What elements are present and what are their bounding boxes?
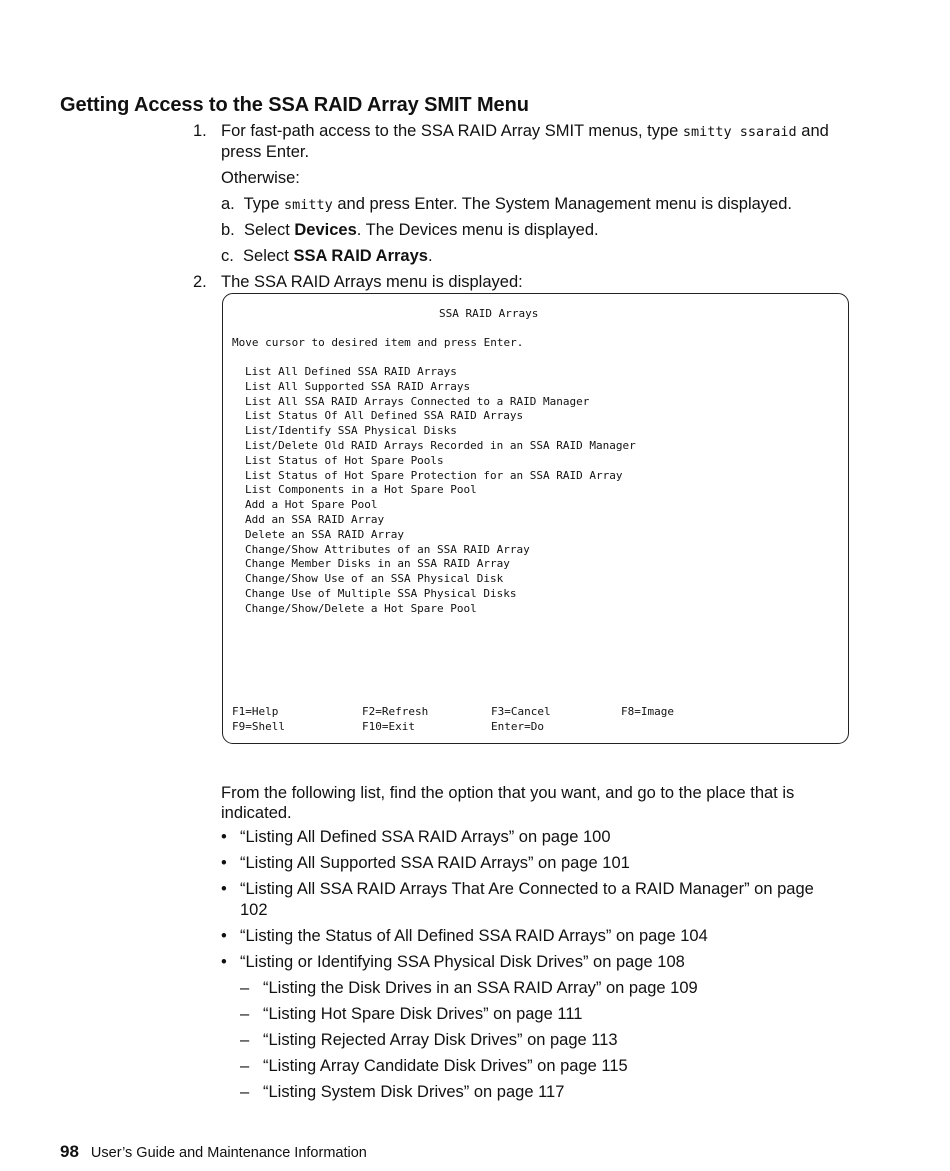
step-1-post: and <box>796 122 829 140</box>
substep-a-pre: Type <box>243 195 284 213</box>
reference-list <box>221 827 821 1108</box>
smit-menu-item[interactable]: List All Defined SSA RAID Arrays <box>245 365 457 378</box>
list-marker: • <box>221 927 227 945</box>
otherwise-label: Otherwise: <box>221 169 300 187</box>
footer-title: User’s Guide and Maintenance Information <box>90 1145 367 1161</box>
list-marker: • <box>221 828 227 846</box>
reference-item[interactable] <box>221 926 821 947</box>
reference-text[interactable]: “Listing All Supported SSA RAID Arrays” on page 101 <box>240 854 630 872</box>
substep-c-pre: Select <box>243 247 294 265</box>
smit-menu-item[interactable]: Change/Show/Delete a Hot Spare Pool <box>245 601 477 615</box>
list-marker: – <box>240 1031 250 1049</box>
page-number: 98 <box>60 1142 79 1161</box>
key-f9-shell[interactable]: F9=Shell <box>232 720 285 733</box>
substep-c-bold: SSA RAID Arrays <box>293 247 428 265</box>
reference-item[interactable] <box>221 1004 821 1025</box>
substep-a <box>221 194 792 216</box>
smit-menu-item[interactable]: Change Use of Multiple SSA Physical Disks <box>245 586 517 600</box>
list-marker: – <box>240 1083 250 1101</box>
substep-b <box>221 220 599 241</box>
reference-item[interactable] <box>221 978 821 999</box>
substep-c-letter: c. <box>221 247 234 265</box>
reference-text[interactable]: “Listing All Defined SSA RAID Arrays” on page 100 <box>240 828 611 846</box>
smit-screen <box>222 293 849 744</box>
key-f8-image[interactable]: F8=Image <box>621 705 674 718</box>
reference-text[interactable]: “Listing Hot Spare Disk Drives” on page 111 <box>263 1005 583 1023</box>
intro-line2: indicated. <box>221 804 292 822</box>
reference-text[interactable]: “Listing Array Candidate Disk Drives” on page 115 <box>263 1057 628 1075</box>
substep-b-pre: Select <box>243 221 295 239</box>
step-1-pre: For fast-path access to the SSA RAID Array SMIT menus, type <box>221 122 683 140</box>
step-1-text <box>221 121 829 143</box>
step-2-text: The SSA RAID Arrays menu is displayed: <box>221 273 523 291</box>
key-enter-do[interactable]: Enter=Do <box>491 720 544 733</box>
page-footer <box>60 1142 367 1162</box>
reference-text[interactable]: “Listing All SSA RAID Arrays That Are Connected to a RAID Manager” on page 102 <box>240 880 814 919</box>
list-marker: – <box>240 1057 250 1075</box>
screen-instruction: Move cursor to desired item and press Enter. <box>232 336 524 349</box>
reference-text[interactable]: “Listing the Disk Drives in an SSA RAID Array” on page 109 <box>263 979 698 997</box>
list-marker: • <box>221 880 227 898</box>
substep-b-letter: b. <box>221 221 235 239</box>
substep-a-post: and press Enter. The System Management menu is displayed. <box>332 195 792 213</box>
smit-menu-item[interactable]: List/Delete Old RAID Arrays Recorded in an SSA RAID Manager <box>245 438 636 452</box>
substep-a-command: smitty <box>284 197 333 213</box>
smit-menu-item[interactable]: List Status Of All Defined SSA RAID Arrays <box>245 409 524 423</box>
smit-menu-item[interactable]: List All SSA RAID Arrays Connected to a RAID Manager <box>245 394 590 408</box>
step-1-line2: press Enter. <box>221 143 310 161</box>
substep-c-post: . <box>427 247 433 265</box>
reference-text[interactable]: “Listing Rejected Array Disk Drives” on page 113 <box>263 1031 618 1049</box>
smit-menu-item[interactable]: List All Supported SSA RAID Arrays <box>245 379 471 393</box>
reference-item[interactable] <box>221 827 821 848</box>
key-f3-cancel[interactable]: F3=Cancel <box>491 705 551 718</box>
smit-menu-item[interactable]: Delete an SSA RAID Array <box>245 527 404 541</box>
key-f1-help[interactable]: F1=Help <box>232 705 279 718</box>
key-f2-refresh[interactable]: F2=Refresh <box>362 705 429 718</box>
key-f10-exit[interactable]: F10=Exit <box>362 720 415 733</box>
list-marker: • <box>221 854 227 872</box>
smit-menu-item[interactable]: Change Member Disks in an SSA RAID Array <box>245 557 510 571</box>
list-marker: – <box>240 979 250 997</box>
reference-text[interactable]: “Listing System Disk Drives” on page 117 <box>263 1083 565 1101</box>
reference-item[interactable] <box>221 853 821 874</box>
reference-item[interactable] <box>221 1056 821 1077</box>
smit-menu-item[interactable]: List Status of Hot Spare Pools <box>245 453 444 467</box>
step-2-number: 2. <box>193 273 207 291</box>
substep-b-post: . The Devices menu is displayed. <box>356 221 599 239</box>
list-marker: – <box>240 1005 250 1023</box>
reference-item[interactable] <box>221 952 821 973</box>
smit-menu-item[interactable]: Change/Show Use of an SSA Physical Disk <box>245 572 504 586</box>
list-marker: • <box>221 953 227 971</box>
reference-item[interactable] <box>221 1030 821 1051</box>
smit-menu-item[interactable]: Change/Show Attributes of an SSA RAID Array <box>245 542 530 556</box>
reference-text[interactable]: “Listing or Identifying SSA Physical Disk Drives” on page 108 <box>240 953 685 971</box>
screen-title: SSA RAID Arrays <box>439 307 539 320</box>
page-heading: Getting Access to the SSA RAID Array SMIT Menu <box>60 94 529 116</box>
smit-menu-item[interactable]: List Components in a Hot Spare Pool <box>245 483 477 497</box>
step-1-number: 1. <box>193 122 207 140</box>
reference-item[interactable] <box>221 1082 821 1103</box>
substep-c <box>221 246 433 267</box>
smit-menu-item[interactable]: List/Identify SSA Physical Disks <box>245 424 457 438</box>
smit-menu-item[interactable]: List Status of Hot Spare Protection for an SSA RAID Array <box>245 468 623 482</box>
substep-a-letter: a. <box>221 195 235 213</box>
step-1-command: smitty ssaraid <box>682 124 797 140</box>
smit-menu-item[interactable]: Add an SSA RAID Array <box>245 512 385 526</box>
smit-menu-list <box>245 365 636 617</box>
reference-item[interactable] <box>221 879 821 921</box>
smit-menu-item[interactable]: Add a Hot Spare Pool <box>245 498 378 512</box>
intro-line1: From the following list, find the option that you want, and go to the place that is <box>221 784 795 802</box>
substep-b-bold: Devices <box>294 221 357 239</box>
reference-text[interactable]: “Listing the Status of All Defined SSA RAID Arrays” on page 104 <box>240 927 708 945</box>
